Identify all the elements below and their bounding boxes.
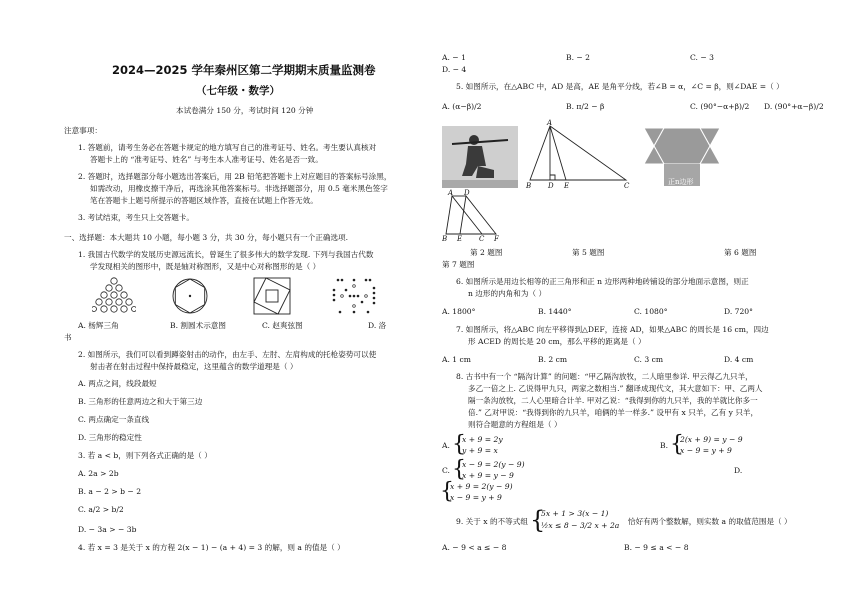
q4-stem: 4. 若 x = 3 是关于 x 的方程 2(x − 1) − (a + 4) = 3 的解，则 a 的值是（ ） bbox=[78, 543, 345, 552]
q1-option-d-cont: 书 bbox=[64, 333, 72, 342]
fig7-caption: 第 7 题图 bbox=[442, 260, 475, 269]
q9-option-a: A. − 9 < a ≤ − 8 bbox=[442, 543, 507, 552]
q6-polygon-label: 正n边形 bbox=[668, 178, 694, 186]
q8-option-b-line2: x − 9 = y + 9 bbox=[680, 446, 732, 455]
q2-option-c: C. 两点确定一条直线 bbox=[78, 415, 150, 424]
shooter-photo bbox=[442, 126, 518, 188]
q3-option-d: D. − 3a > − 3b bbox=[78, 525, 137, 534]
q1-option-c: C. 赵爽弦图 bbox=[262, 321, 303, 330]
q8-option-a-line2: y + 9 = x bbox=[462, 446, 498, 455]
q7-option-c: C. 3 cm bbox=[634, 355, 664, 364]
fig5-caption: 第 5 题图 bbox=[572, 248, 605, 257]
q8-option-a-label: A. bbox=[442, 441, 450, 450]
q6-stem-b: n 边形的内角和为（ ） bbox=[468, 289, 547, 298]
q6-option-c: C. 1080° bbox=[634, 307, 668, 316]
svg-text:D: D bbox=[464, 189, 470, 197]
svg-text:C: C bbox=[479, 235, 485, 242]
q8-option-c-label: C. bbox=[442, 466, 450, 475]
q8-option-b-line1: 2(x + 9) = y − 9 bbox=[680, 435, 743, 444]
q5-option-c: C. (90°−α+β)/2 bbox=[690, 102, 750, 111]
q9-system-line2: ½x ≤ 8 − 3/2 x + 2a bbox=[541, 521, 620, 530]
q8-option-b-label: B. bbox=[660, 441, 668, 450]
q7-stem-b: 形 ACED 的周长是 20 cm，那么平移的距离是（ ） bbox=[468, 337, 646, 346]
q7-option-b: B. 2 cm bbox=[538, 355, 568, 364]
q1-stem-a: 1. 我国古代数学的发展历史源远流长，曾诞生了很多伟大的数学发现. 下列与我国古代数 bbox=[78, 250, 374, 259]
page-title: 2024—2025 学年秦州区第二学期期末质量监测卷 bbox=[112, 63, 376, 77]
q7-option-a: A. 1 cm bbox=[442, 355, 472, 364]
q1-stem-b: 学发现相关的图形中，既是轴对称图形，又是中心对称图形的是（ ） bbox=[90, 262, 321, 271]
q4-option-d: D. − 4 bbox=[442, 65, 467, 74]
q8-brace-d: { bbox=[440, 479, 454, 504]
q8-option-d-label: D. bbox=[734, 466, 743, 475]
q8-option-c-line2: x + 9 = y − 9 bbox=[462, 471, 514, 480]
note-2a: 2. 答题时，选择题部分每小题选出答案后，用 2B 铅笔把答题卡上对应题目的答案标号涂黑， bbox=[78, 172, 392, 181]
q4-option-b: B. − 2 bbox=[566, 53, 591, 62]
svg-text:C: C bbox=[624, 182, 630, 190]
q8-brace-c: { bbox=[452, 457, 466, 482]
q2-option-b: B. 三角形的任意两边之和大于第三边 bbox=[78, 397, 203, 406]
q5-option-a: A. (α−β)/2 bbox=[442, 102, 482, 111]
q6-option-d: D. 720° bbox=[724, 307, 753, 316]
note-1b: 答题卡上的 “准考证号、姓名” 与考生本人准考证号、姓名是否一致。 bbox=[90, 155, 323, 164]
q1-option-b: B. 割圆术示意图 bbox=[170, 321, 226, 330]
notes-heading: 注意事项： bbox=[64, 126, 102, 135]
svg-text:E: E bbox=[457, 235, 463, 242]
q6-stem-a: 6. 如图所示是用边长相等的正三角形和正 n 边形两种地砖铺设的部分地面示意图，则正 bbox=[456, 277, 749, 286]
svg-text:A: A bbox=[448, 189, 454, 197]
q8-option-d-line2: x − 9 = y + 9 bbox=[450, 493, 502, 502]
svg-text:F: F bbox=[494, 235, 499, 242]
q8-brace-b: { bbox=[670, 432, 684, 457]
q5-triangle-figure bbox=[524, 118, 634, 192]
q8-stem-d: 倍.” 乙对甲说：“我得到你的九只羊，咱俩的羊一样多.” 设甲有 x 只羊，乙有 y 只羊， bbox=[468, 408, 759, 417]
q7-option-d: D. 4 cm bbox=[724, 355, 754, 364]
q8-stem-e: 则符合题意的方程组是（ ） bbox=[468, 420, 562, 429]
q6-option-b: B. 1440° bbox=[538, 307, 572, 316]
q2-option-a: A. 两点之间，线段最短 bbox=[78, 379, 157, 388]
svg-text:B: B bbox=[442, 235, 448, 242]
q1-option-d: D. 洛 bbox=[368, 321, 387, 330]
note-1a: 1. 答题前，请考生务必在答题卡规定的地方填写自己的准考证号、姓名。考生要认真核对 bbox=[78, 143, 377, 152]
note-3: 3. 考试结束，考生只上交答题卡。 bbox=[78, 213, 194, 222]
q2-stem-a: 2. 如图所示，我们可以看到蹲姿射击的动作，由左手、左肘、左肩构成的托枪姿势可以使 bbox=[78, 350, 377, 359]
svg-text:E: E bbox=[564, 182, 570, 190]
q7-translation-figure bbox=[442, 188, 522, 242]
q9-brace: { bbox=[530, 506, 546, 534]
q6-option-a: A. 1800° bbox=[442, 307, 476, 316]
svg-text:A: A bbox=[547, 119, 553, 127]
svg-text:B: B bbox=[526, 182, 532, 190]
exam-info: 本试卷满分 150 分，考试时间 120 分钟 bbox=[176, 106, 314, 115]
q9-stem-pre: 9. 关于 x 的不等式组 bbox=[456, 517, 528, 526]
circle-cutting-figure bbox=[170, 276, 210, 316]
q3-option-a: A. 2a > 2b bbox=[78, 469, 119, 478]
q5-stem: 5. 如图所示，在△ABC 中，AD 是高，AE 是角平分线，若∠B = α，∠C = β，则∠DAE =（ ） bbox=[456, 82, 784, 91]
q2-option-d: D. 三角形的稳定性 bbox=[78, 433, 142, 442]
svg-text:D: D bbox=[548, 182, 554, 190]
q5-option-b: B. π/2 − β bbox=[566, 102, 605, 111]
q8-stem-a: 8. 古书中有一个 “隔沟计算” 的问题：“甲乙隔沟放牧，二人暗里参详. 甲云得乙九只羊， bbox=[456, 372, 753, 381]
section-1-heading: 一、选择题：本大题共 10 小题，每小题 3 分，共 30 分，每小题只有一个正确选项. bbox=[64, 233, 349, 242]
q2-stem-b: 射击者在射击过程中保持最稳定，这里蕴含的数学道理是（ ） bbox=[90, 362, 298, 371]
q4-option-a: A. − 1 bbox=[442, 53, 466, 62]
q8-option-a-line1: x + 9 = 2y bbox=[462, 435, 503, 444]
zhao-shuang-figure bbox=[252, 276, 292, 316]
q9-stem-post: 恰好有两个整数解，则实数 a 的取值范围是（ ） bbox=[628, 517, 792, 526]
q9-option-b: B. − 9 ≤ a < − 8 bbox=[624, 543, 689, 552]
q1-option-a: A. 杨辉三角 bbox=[78, 321, 119, 330]
note-2b: 如需改动，用橡皮擦干净后，再选涂其他答案标号。非选择题部分，用 0.5 毫米黑色签字 bbox=[90, 184, 388, 193]
q9-system-line1: 5x + 1 > 3(x − 1) bbox=[541, 509, 609, 518]
q4-option-c: C. − 3 bbox=[690, 53, 714, 62]
q3-stem: 3. 若 a < b，则下列各式正确的是（ ） bbox=[78, 451, 212, 460]
q3-option-b: B. a − 2 > b − 2 bbox=[78, 487, 142, 496]
q8-brace-a: { bbox=[452, 432, 466, 457]
yanghui-triangle-figure bbox=[92, 276, 136, 316]
note-2c: 笔在答题卡上题号所提示的答题区域作答，直接在试题上作答无效。 bbox=[90, 196, 318, 205]
q8-stem-c: 隔一条沟放牧，二人心里暗合计羊. 甲对乙说：“我得到你的九只羊，我的羊就比你多一 bbox=[468, 396, 758, 405]
q8-option-d-line1: x + 9 = 2(y − 9) bbox=[450, 482, 513, 491]
luoshu-figure bbox=[332, 276, 376, 316]
q8-stem-b: 多乙一倍之上. 乙说得甲九只，两家之数相当.” 翻译成现代文，其大意如下：甲、乙两人 bbox=[468, 384, 763, 393]
q3-option-c: C. a/2 > b/2 bbox=[78, 505, 124, 514]
q7-stem-a: 7. 如图所示，将△ABC 向左平移得到△DEF，连接 AD，如果△ABC 的周长是 16 cm，四边 bbox=[456, 325, 769, 334]
fig2-caption: 第 2 题图 bbox=[470, 248, 503, 257]
q5-option-d: D. (90°+α−β)/2 bbox=[764, 102, 824, 111]
q8-option-c-line1: x − 9 = 2(y − 9) bbox=[462, 460, 525, 469]
page-subtitle: （七年级・数学） bbox=[196, 85, 280, 97]
fig6-caption: 第 6 题图 bbox=[724, 248, 757, 257]
